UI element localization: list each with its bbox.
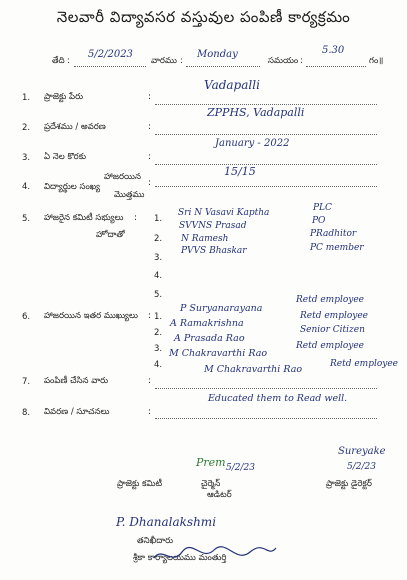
director-signature: Sureyake bbox=[338, 446, 386, 457]
director-sign-date: 5/2/23 bbox=[347, 462, 376, 472]
time-label: సమయం bbox=[268, 56, 299, 66]
field-label: హాజరయిన ఇతర ముఖ్యులు bbox=[44, 311, 138, 321]
field-label: ప్రదేశము / అవరణ bbox=[44, 122, 106, 132]
other-person-name: A Ramakrishna bbox=[170, 318, 244, 329]
committee-member-role: PRadhitor bbox=[310, 229, 357, 239]
field-value: January - 2022 bbox=[215, 138, 290, 149]
field-number: 5. bbox=[22, 214, 31, 224]
day-value: Monday bbox=[197, 49, 238, 60]
field-label: పంపిణీ చేసిన వారు bbox=[44, 376, 109, 386]
time-value: 5.30 bbox=[322, 45, 345, 56]
field-number: 8. bbox=[22, 408, 31, 418]
field-value: Vadapalli bbox=[204, 78, 260, 92]
date-value: 5/2/2023 bbox=[88, 49, 133, 60]
committee-member-name: Sri N Vasavi Kaptha bbox=[178, 208, 270, 218]
other-person-name: M Chakravarthi Rao bbox=[169, 348, 268, 359]
document-page: నెలవారీ విద్యావసర వస్తువుల పంపిణీ కార్యక్రమం తేది : 5/2/2023 వారము : Monday సమయం : 5.30 గం॥ 1. ప్రాజెక్టు పేరు : Vadapalli 2. ప్రదేశము / అవరణ : ZPPHS, Vadapalli 3. ఏ నెల కొరకు : January - 2022 4. విద్యార్థుల సంఖ్య హాజరయిన మొత్తము : 15/15 5. హాజరైన కమిటీ సభ్యులు హోదాతో : 1. 2. 3. 4. 5. Sri N Vasavi Kaptha SVVNS Prasad N Ramesh PVVS Bhaskar PLC PO PRadhitor PC member 6. హాజరయిన ఇతర ముఖ్యులు : 1. 2. 3. 4. P Suryanarayana A Ramakrishna A Prasada Rao M Chakravarthi Rao M Chakravarthi Rao Retd employee Retd employee Senior Citizen Retd employee Retd employee 7. పంపిణీ చేసిన వారు : 8. వివరణ / సూచనలు : Educated them to Read well. Prem 5/2/23 Sureyake 5/2/23 ప్రాజెక్టు కమిటీ చైర్మెన్ ఆడిటర్ ప్రాజెక్టు డైరెక్టర్ P. Dhanalakshmi తనిఖీదారు శ్రీకా కార్యాలయము మంతుర్తి bbox=[0, 0, 407, 580]
other-person-role: Retd employee bbox=[296, 295, 364, 305]
field-number: 6. bbox=[22, 312, 31, 322]
committee-number: 3. bbox=[154, 253, 163, 263]
date-label: తేది bbox=[52, 56, 65, 66]
signatory-signature: P. Dhanalakshmi bbox=[116, 515, 217, 529]
form-title: నెలవారీ విద్యావసర వస్తువుల పంపిణీ కార్యక్రమం bbox=[56, 8, 351, 26]
field-value: ZPPHS, Vadapalli bbox=[207, 106, 305, 119]
field-label: ఏ నెల కొరకు bbox=[44, 152, 87, 162]
chairman-signature: Prem bbox=[196, 456, 226, 469]
committee-label: ప్రాజెక్టు కమిటీ bbox=[117, 479, 163, 489]
other-person-role: Senior Citizen bbox=[300, 325, 365, 335]
others-number: 2. bbox=[154, 328, 163, 338]
signatory-role: తనిఖీదారు bbox=[137, 536, 174, 546]
field-number: 4. bbox=[22, 182, 31, 192]
field-number: 1. bbox=[22, 93, 31, 103]
committee-member-role: PO bbox=[312, 216, 326, 226]
field-value: 15/15 bbox=[224, 165, 256, 178]
signature-scribble bbox=[150, 540, 280, 568]
field-sublabel: హాజరయిన bbox=[104, 172, 141, 182]
signatory-org: శ్రీకా కార్యాలయము మంతుర్తి bbox=[133, 553, 227, 563]
field-number: 7. bbox=[22, 377, 31, 387]
committee-number: 1. bbox=[154, 214, 163, 224]
other-person-name: A Prasada Rao bbox=[174, 333, 245, 344]
field-label: విద్యార్థుల సంఖ్య bbox=[44, 182, 100, 192]
chairman-label: చైర్మెన్ bbox=[201, 479, 221, 489]
director-label: ప్రాజెక్టు డైరెక్టర్ bbox=[326, 479, 372, 489]
field-value: Educated them to Read well. bbox=[208, 393, 348, 404]
other-person-name: P Suryanarayana bbox=[180, 303, 263, 314]
committee-member-role: PLC bbox=[313, 203, 332, 213]
chairman-sign-date: 5/2/23 bbox=[226, 463, 255, 473]
other-person-role: Retd employee bbox=[300, 311, 368, 321]
day-label: వారము bbox=[151, 56, 177, 66]
time-unit: గం॥ bbox=[369, 56, 384, 66]
field-label: ప్రాజెక్టు పేరు bbox=[44, 92, 84, 102]
committee-number: 2. bbox=[154, 234, 163, 244]
committee-number: 5. bbox=[154, 290, 163, 300]
field-label: వివరణ / సూచనలు bbox=[44, 407, 110, 417]
committee-member-name: SVVNS Prasad bbox=[179, 221, 247, 231]
committee-member-name: PVVS Bhaskar bbox=[181, 246, 247, 256]
others-number: 1. bbox=[154, 312, 163, 322]
chairman-sublabel: ఆడిటర్ bbox=[207, 490, 232, 500]
field-number: 2. bbox=[22, 123, 31, 133]
others-number: 4. bbox=[154, 360, 163, 370]
field-sublabel: మొత్తము bbox=[114, 190, 145, 200]
other-person-role: Retd employee bbox=[296, 341, 364, 351]
field-sublabel: హోదాతో bbox=[96, 230, 125, 240]
committee-member-name: N Ramesh bbox=[181, 234, 229, 244]
field-label: హాజరైన కమిటీ సభ్యులు bbox=[44, 213, 124, 223]
committee-member-role: PC member bbox=[310, 243, 364, 253]
field-number: 3. bbox=[22, 153, 31, 163]
other-person-name: M Chakravarthi Rao bbox=[204, 364, 303, 375]
committee-number: 4. bbox=[154, 271, 163, 281]
other-person-role: Retd employee bbox=[330, 359, 398, 369]
others-number: 3. bbox=[154, 344, 163, 354]
